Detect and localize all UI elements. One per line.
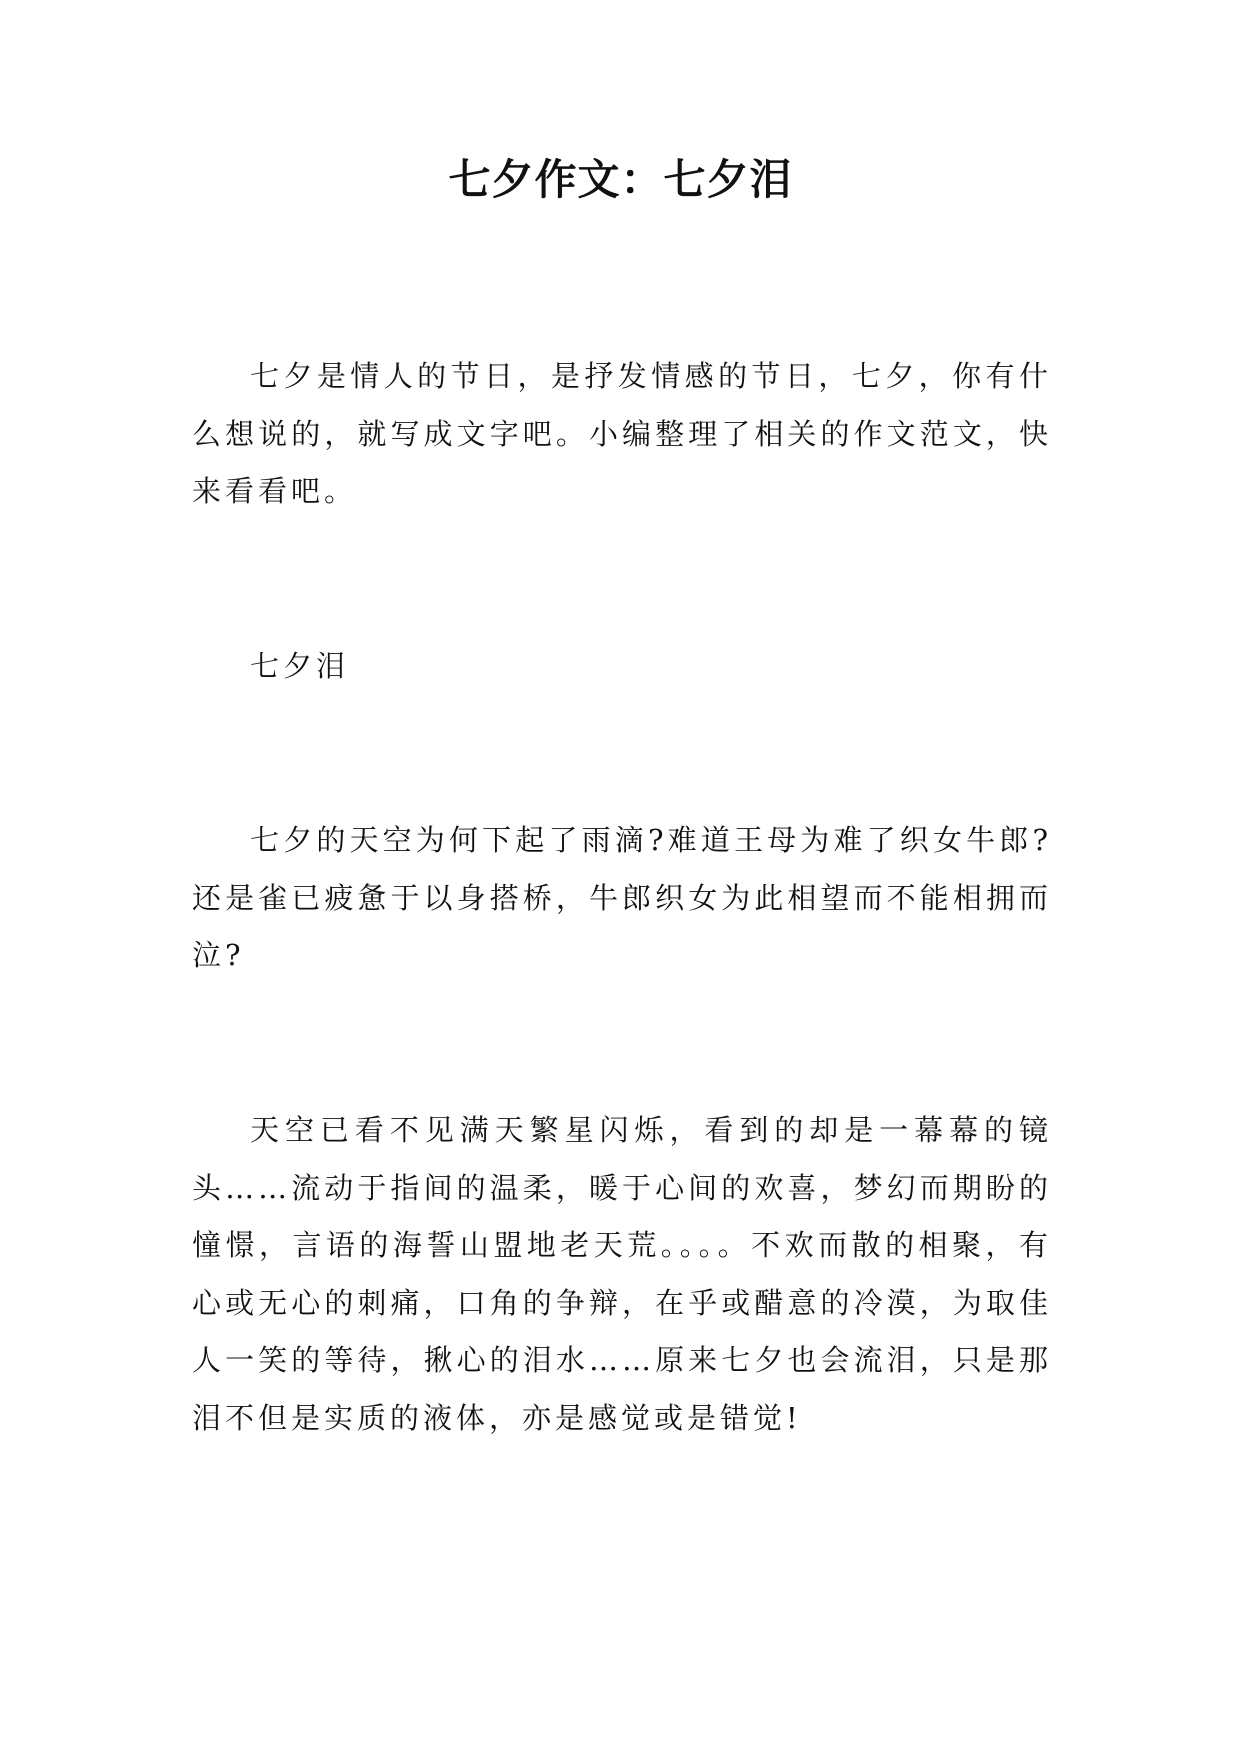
- body-paragraph-1: 七夕的天空为何下起了雨滴?难道王母为难了织女牛郎?还是雀已疲惫于以身搭桥，牛郎织女为此相望而不能相拥而泣?: [192, 823, 1052, 972]
- section-heading: 七夕泪: [250, 649, 350, 683]
- body-paragraph-2: 天空已看不见满天繁星闪烁，看到的却是一幕幕的镜头……流动于指间的温柔，暖于心间的欢喜，梦幻而期盼的憧憬，言语的海誓山盟地老天荒。。。。不欢而散的相聚，有心或无心的刺痛，口角的争辩，在乎或醋意的冷漠，为取佳人一笑的等待，揪心的泪水……原来七夕也会流泪，只是那泪不但是实质的液体，亦是感觉或是错觉!: [192, 1113, 1052, 1435]
- document-title: 七夕作文：七夕泪: [448, 155, 793, 204]
- intro-paragraph: 七夕是情人的节日，是抒发情感的节日，七夕，你有什么想说的，就写成文字吧。小编整理了相关的作文范文，快来看看吧。: [192, 359, 1052, 508]
